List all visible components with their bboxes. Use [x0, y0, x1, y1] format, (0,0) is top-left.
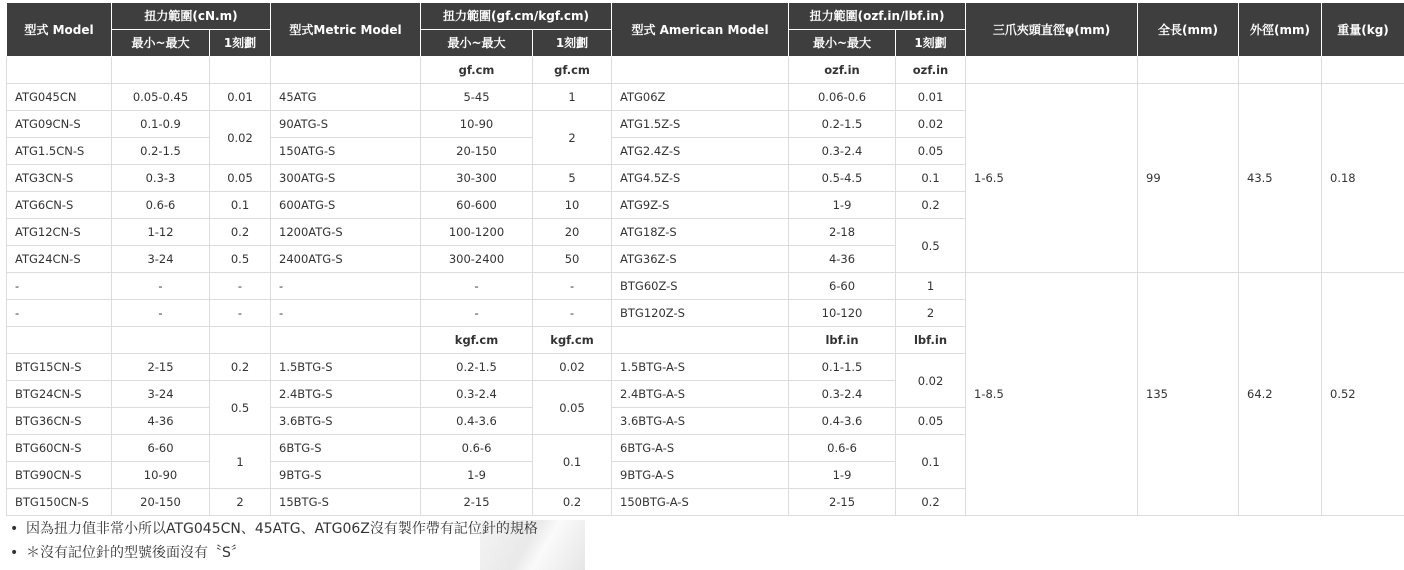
grad-cell: 1 [210, 435, 271, 489]
metric-range-cell: 5-45 [421, 84, 533, 111]
unit-cell: lbf.in [789, 327, 896, 354]
american-grad-cell: 0.02 [896, 354, 966, 408]
range-cell: 10-90 [112, 462, 210, 489]
metric-range-cell: - [421, 273, 533, 300]
bullet-icon: • [10, 545, 19, 561]
american-grad-cell: 2 [896, 300, 966, 327]
grad-cell: 0.02 [210, 111, 271, 165]
grad-cell: 0.5 [210, 246, 271, 273]
table-row [7, 84, 1404, 111]
model-cell: ATG24CN-S [7, 246, 112, 273]
american-model-cell: 2.4BTG-A-S [612, 381, 789, 408]
metric-range-cell: 1-9 [421, 462, 533, 489]
note-text: ＊沒有記位針的型號後面沒有〝S〞 [26, 545, 245, 561]
subheader-grad: 1刻劃 [896, 30, 966, 57]
metric-model-cell: 1200ATG-S [271, 219, 421, 246]
model-cell: BTG150CN-S [7, 489, 112, 516]
header-chuck: 三爪夾頭直徑φ(mm) [966, 3, 1138, 57]
range-cell: 3-24 [112, 246, 210, 273]
model-cell: ATG09CN-S [7, 111, 112, 138]
diameter-cell: 64.2 [1239, 273, 1322, 516]
american-grad-cell: 0.05 [896, 408, 966, 435]
metric-range-cell: 100-1200 [421, 219, 533, 246]
metric-grad-cell: - [533, 273, 612, 300]
subheader-range: 最小~最大 [789, 30, 896, 57]
american-model-cell: BTG120Z-S [612, 300, 789, 327]
american-range-cell: 0.5-4.5 [789, 165, 896, 192]
american-grad-cell: 0.5 [896, 219, 966, 273]
length-cell: 135 [1138, 273, 1239, 516]
american-model-cell: 1.5BTG-A-S [612, 354, 789, 381]
grad-cell: 0.5 [210, 381, 271, 435]
model-cell: ATG6CN-S [7, 192, 112, 219]
range-cell: 2-15 [112, 354, 210, 381]
model-cell: - [7, 300, 112, 327]
range-cell: 20-150 [112, 489, 210, 516]
metric-range-cell: 0.4-3.6 [421, 408, 533, 435]
american-model-cell: 150BTG-A-S [612, 489, 789, 516]
american-grad-cell: 0.05 [896, 138, 966, 165]
subheader-range: 最小~最大 [112, 30, 210, 57]
american-grad-cell: 0.02 [896, 111, 966, 138]
american-range-cell: 6-60 [789, 273, 896, 300]
diameter-cell: 43.5 [1239, 84, 1322, 273]
american-range-cell: 10-120 [789, 300, 896, 327]
american-model-cell: 3.6BTG-A-S [612, 408, 789, 435]
range-cell: 0.2-1.5 [112, 138, 210, 165]
metric-model-cell: - [271, 300, 421, 327]
american-model-cell: ATG1.5Z-S [612, 111, 789, 138]
metric-range-cell: 30-300 [421, 165, 533, 192]
metric-model-cell: 6BTG-S [271, 435, 421, 462]
metric-range-cell: 0.2-1.5 [421, 354, 533, 381]
metric-model-cell: 3.6BTG-S [271, 408, 421, 435]
metric-grad-cell: - [533, 300, 612, 327]
header-diameter: 外徑(mm) [1239, 3, 1322, 57]
american-model-cell: 6BTG-A-S [612, 435, 789, 462]
grad-cell: 0.01 [210, 84, 271, 111]
unit-cell: ozf.in [789, 57, 896, 84]
american-model-cell: ATG18Z-S [612, 219, 789, 246]
header-american-model: 型式 American Model [612, 3, 789, 57]
range-cell: 0.1-0.9 [112, 111, 210, 138]
american-range-cell: 1-9 [789, 192, 896, 219]
american-model-cell: BTG60Z-S [612, 273, 789, 300]
range-cell: 1-12 [112, 219, 210, 246]
model-cell: ATG3CN-S [7, 165, 112, 192]
metric-model-cell: 15BTG-S [271, 489, 421, 516]
metric-range-cell: 0.6-6 [421, 435, 533, 462]
chuck-cell: 1-8.5 [966, 273, 1138, 516]
header-torque-ozfin: 扭力範圍(ozf.in/lbf.in) [789, 3, 966, 30]
unit-cell: gf.cm [421, 57, 533, 84]
note-text: 因為扭力值非常小所以ATG045CN、45ATG、ATG06Z沒有製作帶有記位針的規格 [26, 521, 538, 537]
subheader-grad: 1刻劃 [210, 30, 271, 57]
range-cell: 0.05-0.45 [112, 84, 210, 111]
american-range-cell: 2-15 [789, 489, 896, 516]
metric-grad-cell: 20 [533, 219, 612, 246]
american-range-cell: 0.6-6 [789, 435, 896, 462]
unit-cell: ozf.in [896, 57, 966, 84]
range-cell: - [112, 273, 210, 300]
american-grad-cell: 1 [896, 273, 966, 300]
unit-cell: kgf.cm [533, 327, 612, 354]
weight-cell: 0.52 [1322, 273, 1404, 516]
american-range-cell: 0.06-0.6 [789, 84, 896, 111]
metric-range-cell: 20-150 [421, 138, 533, 165]
unit-cell: lbf.in [896, 327, 966, 354]
notes-list [10, 517, 538, 565]
metric-model-cell: 90ATG-S [271, 111, 421, 138]
note-item [10, 517, 538, 541]
metric-range-cell: 60-600 [421, 192, 533, 219]
metric-model-cell: 2400ATG-S [271, 246, 421, 273]
subheader-grad: 1刻劃 [533, 30, 612, 57]
grad-cell: 0.05 [210, 165, 271, 192]
metric-model-cell: 600ATG-S [271, 192, 421, 219]
metric-range-cell: - [421, 300, 533, 327]
american-grad-cell: 0.01 [896, 84, 966, 111]
american-range-cell: 0.4-3.6 [789, 408, 896, 435]
american-range-cell: 0.1-1.5 [789, 354, 896, 381]
american-range-cell: 1-9 [789, 462, 896, 489]
metric-grad-cell: 10 [533, 192, 612, 219]
metric-grad-cell: 50 [533, 246, 612, 273]
metric-range-cell: 0.3-2.4 [421, 381, 533, 408]
spec-table [6, 2, 1404, 516]
american-range-cell: 0.3-2.4 [789, 381, 896, 408]
model-cell: ATG1.5CN-S [7, 138, 112, 165]
grad-cell: 0.2 [210, 219, 271, 246]
header-model: 型式 Model [7, 3, 112, 57]
american-model-cell: ATG4.5Z-S [612, 165, 789, 192]
metric-grad-cell: 1 [533, 84, 612, 111]
american-range-cell: 4-36 [789, 246, 896, 273]
american-range-cell: 0.2-1.5 [789, 111, 896, 138]
grad-cell: 0.2 [210, 354, 271, 381]
metric-grad-cell: 0.05 [533, 381, 612, 435]
american-grad-cell: 0.2 [896, 192, 966, 219]
american-model-cell: ATG2.4Z-S [612, 138, 789, 165]
metric-model-cell: 150ATG-S [271, 138, 421, 165]
model-cell: ATG12CN-S [7, 219, 112, 246]
metric-grad-cell: 2 [533, 111, 612, 165]
metric-model-cell: - [271, 273, 421, 300]
american-range-cell: 0.3-2.4 [789, 138, 896, 165]
header-torque-gfcm: 扭力範圍(gf.cm/kgf.cm) [421, 3, 612, 30]
metric-model-cell: 1.5BTG-S [271, 354, 421, 381]
grad-cell: - [210, 300, 271, 327]
metric-model-cell: 2.4BTG-S [271, 381, 421, 408]
metric-range-cell: 300-2400 [421, 246, 533, 273]
metric-grad-cell: 5 [533, 165, 612, 192]
model-cell: BTG60CN-S [7, 435, 112, 462]
metric-grad-cell: 0.02 [533, 354, 612, 381]
range-cell: - [112, 300, 210, 327]
table-row [7, 273, 1404, 300]
units-row [7, 57, 1404, 84]
grad-cell: 0.1 [210, 192, 271, 219]
range-cell: 0.3-3 [112, 165, 210, 192]
chuck-cell: 1-6.5 [966, 84, 1138, 273]
model-cell: BTG90CN-S [7, 462, 112, 489]
american-grad-cell: 0.2 [896, 489, 966, 516]
american-model-cell: ATG9Z-S [612, 192, 789, 219]
american-model-cell: ATG36Z-S [612, 246, 789, 273]
american-grad-cell: 0.1 [896, 435, 966, 489]
note-item [10, 541, 538, 565]
header-weight: 重量(kg) [1322, 3, 1404, 57]
metric-range-cell: 2-15 [421, 489, 533, 516]
header-torque-cnm: 扭力範圍(cN.m) [112, 3, 271, 30]
range-cell: 3-24 [112, 381, 210, 408]
range-cell: 0.6-6 [112, 192, 210, 219]
header-length: 全長(mm) [1138, 3, 1239, 57]
weight-cell: 0.18 [1322, 84, 1404, 273]
bullet-icon: • [10, 521, 19, 537]
length-cell: 99 [1138, 84, 1239, 273]
unit-cell: gf.cm [533, 57, 612, 84]
metric-model-cell: 45ATG [271, 84, 421, 111]
metric-grad-cell: 0.2 [533, 489, 612, 516]
metric-range-cell: 10-90 [421, 111, 533, 138]
grad-cell: 2 [210, 489, 271, 516]
grad-cell: - [210, 273, 271, 300]
american-range-cell: 2-18 [789, 219, 896, 246]
american-model-cell: ATG06Z [612, 84, 789, 111]
model-cell: BTG36CN-S [7, 408, 112, 435]
header-metric-model: 型式Metric Model [271, 3, 421, 57]
unit-cell: kgf.cm [421, 327, 533, 354]
metric-model-cell: 300ATG-S [271, 165, 421, 192]
american-grad-cell: 0.1 [896, 165, 966, 192]
range-cell: 4-36 [112, 408, 210, 435]
metric-model-cell: 9BTG-S [271, 462, 421, 489]
american-model-cell: 9BTG-A-S [612, 462, 789, 489]
subheader-range: 最小~最大 [421, 30, 533, 57]
range-cell: 6-60 [112, 435, 210, 462]
metric-grad-cell: 0.1 [533, 435, 612, 489]
model-cell: BTG15CN-S [7, 354, 112, 381]
model-cell: BTG24CN-S [7, 381, 112, 408]
model-cell: ATG045CN [7, 84, 112, 111]
model-cell: - [7, 273, 112, 300]
